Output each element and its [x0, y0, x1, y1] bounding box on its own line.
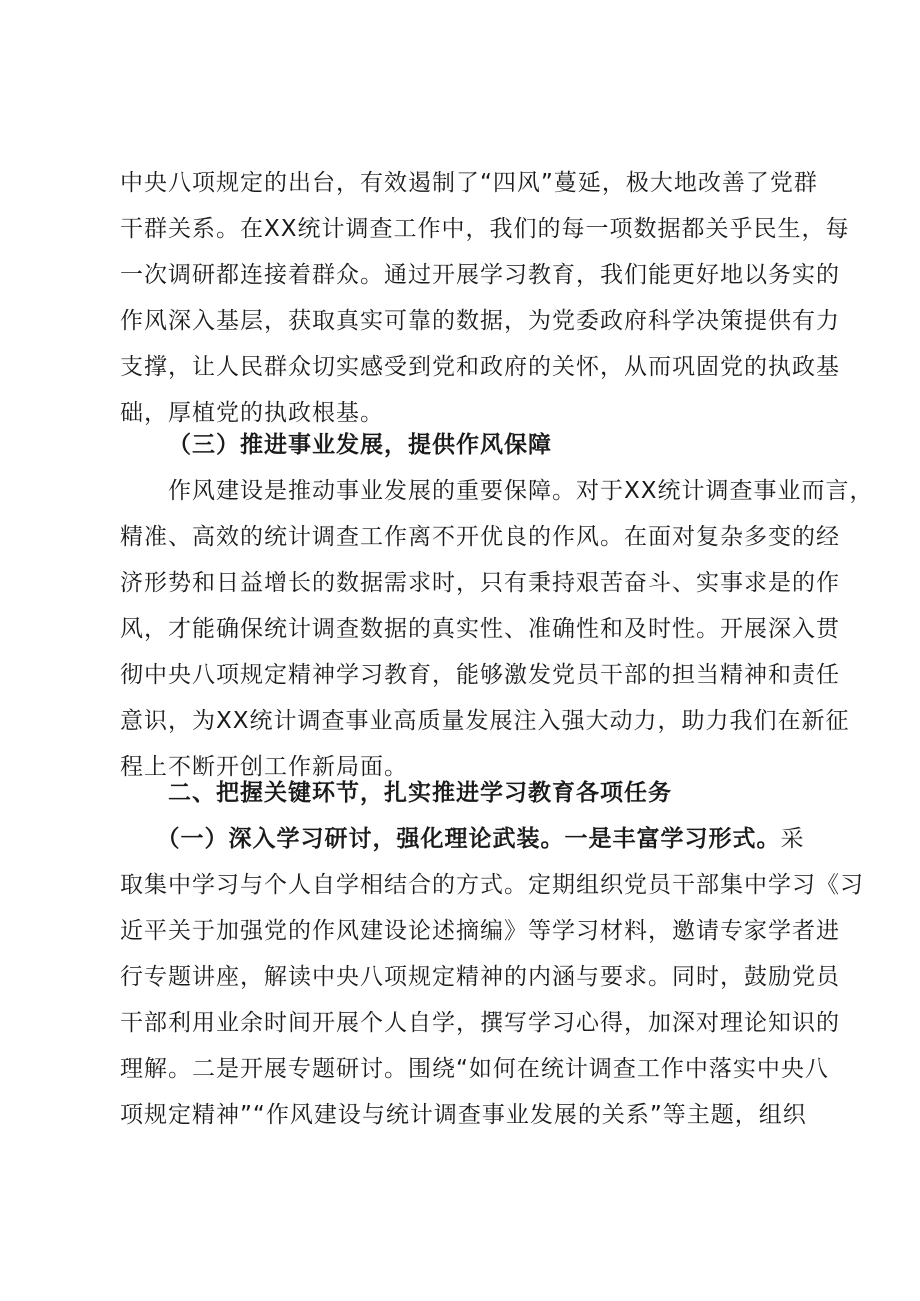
paragraph-career-development	[120, 468, 874, 790]
section-heading: 二、把握关键环节，扎实推进学习教育各项任务	[168, 780, 672, 806]
text-line: 支撑，让人民群众切实感受到党和政府的关怀，从而巩固党的执政基	[120, 354, 840, 380]
text-line: 行专题讲座，解读中央八项规定精神的内涵与要求。同时，鼓励党员	[120, 964, 840, 990]
text-line: 济形势和日益增长的数据需求时，只有秉持艰苦奋斗、实事求是的作	[120, 570, 840, 596]
text-line: 础，厚植党的执政根基。	[120, 400, 384, 426]
paragraph-study-tasks	[120, 816, 864, 1138]
text-line: 作风建设是推动事业发展的重要保障。对于XX统计调查事业而言，	[120, 478, 874, 504]
text-line: 一次调研都连接着群众。通过开展学习教育，我们能更好地以务实的	[120, 262, 840, 288]
text-line: 理解。二是开展专题研讨。围绕“如何在统计调查工作中落实中央八	[120, 1056, 829, 1082]
text-fragment: 采	[780, 826, 805, 852]
text-line: 精准、高效的统计调查工作离不开优良的作风。在面对复杂多变的经	[120, 524, 840, 550]
text-line: 干群关系。在XX统计调查工作中，我们的每一项数据都关乎民生，每	[120, 216, 850, 242]
text-line: 彻中央八项规定精神学习教育，能够激发党员干部的担当精神和责任	[120, 662, 840, 688]
bold-lead-text: （一）深入学习研讨，强化理论武装。一是丰富学习形式。	[120, 826, 781, 852]
section-subheading: （三）推进事业发展，提供作风保障	[168, 432, 552, 458]
text-line: 近平关于加强党的作风建设论述摘编》等学习材料，邀请专家学者进	[120, 918, 840, 944]
text-line: 作风深入基层，获取真实可靠的数据，为党委政府科学决策提供有力	[120, 308, 840, 334]
text-line: 项规定精神”“作风建设与统计调查事业发展的关系”等主题，组织	[120, 1102, 807, 1128]
text-line: 程上不断开创工作新局面。	[120, 754, 408, 780]
text-line: 取集中学习与个人自学相结合的方式。定期组织党员干部集中学习《习	[120, 872, 864, 898]
text-line: 意识，为XX统计调查事业高质量发展注入强大动力，助力我们在新征	[120, 708, 850, 734]
text-line: 中央八项规定的出台，有效遏制了“四风”蔓延，极大地改善了党群	[120, 170, 818, 196]
text-line	[120, 816, 820, 862]
text-line: 风，才能确保统计调查数据的真实性、准确性和及时性。开展深入贯	[120, 616, 840, 642]
text-line: 干部利用业余时间开展个人自学，撰写学习心得，加深对理论知识的	[120, 1010, 840, 1036]
paragraph-party-relations	[120, 160, 850, 436]
